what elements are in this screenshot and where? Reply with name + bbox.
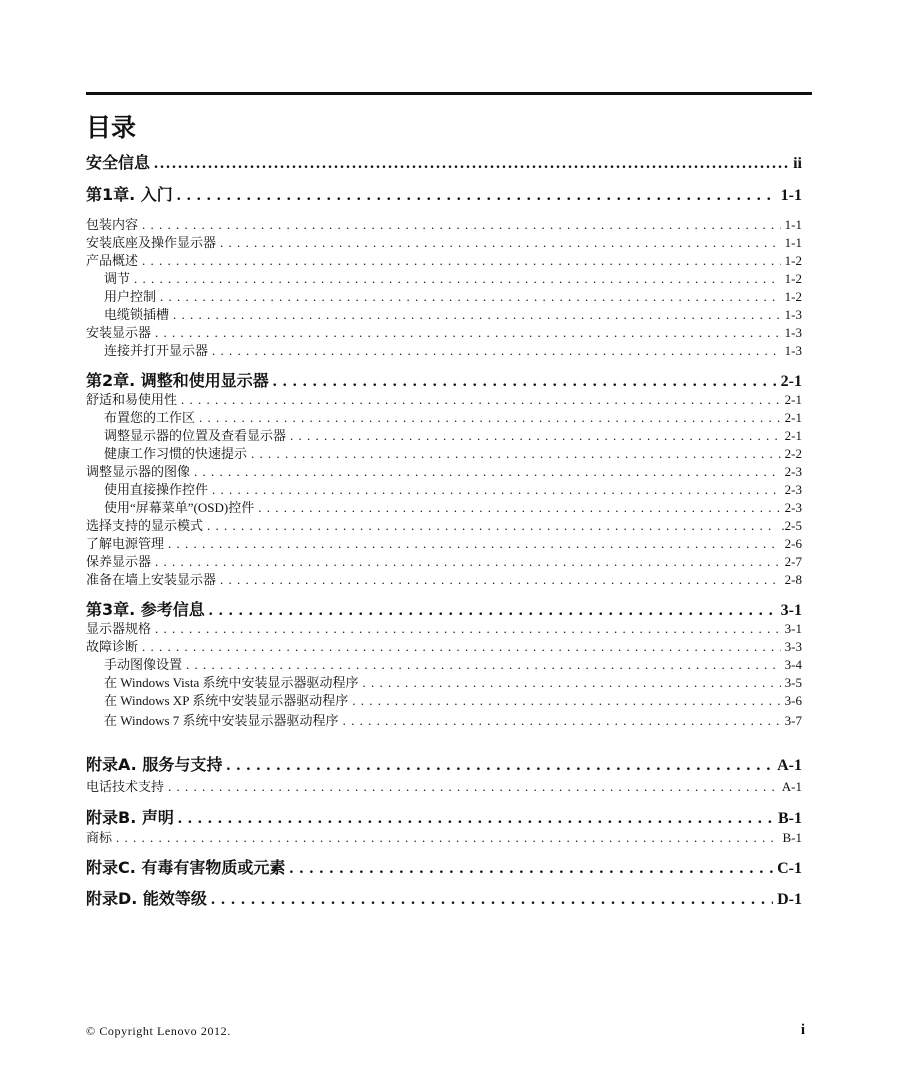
toc-page: 3-4 [784,657,802,672]
toc-label: 第2章. 调整和使用显示器 [86,371,269,390]
toc-page: 2-3 [784,464,802,479]
toc-leader [134,271,781,286]
toc-leader [168,536,781,551]
toc-entry[interactable] [86,690,802,708]
toc-label: 在 Windows XP 系统中安装显示器驱动程序 [104,693,349,708]
toc-label: 布置您的工作区 [104,410,196,425]
toc-page: 2-3 [784,500,802,515]
toc-entry[interactable] [86,425,802,443]
toc-label: 选择支持的显示模式 [86,518,204,533]
toc-entry[interactable] [86,776,802,794]
toc-leader [181,392,781,407]
toc-leader [168,779,778,794]
toc-label: 产品概述 [86,253,139,268]
toc-leader [273,373,777,390]
toc-entry[interactable] [86,618,802,636]
header-rule [86,92,812,95]
toc-entry[interactable] [86,389,802,407]
toc-leader [352,693,780,708]
toc-leader [207,518,777,533]
toc-entry[interactable] [86,515,802,533]
toc-leader [199,410,781,425]
toc-leader [290,428,781,443]
toc-entry[interactable] [86,340,802,358]
toc-entry[interactable] [86,827,802,845]
toc-leader [142,639,781,654]
toc-entry[interactable] [86,250,802,268]
toc-page: 2-3 [784,482,802,497]
toc-label: 安全信息 [86,153,151,172]
toc-leader [212,482,781,497]
toc-leader [116,830,778,845]
toc-page: 3-1 [780,602,802,619]
toc-page: 2-1 [784,428,802,443]
toc-entry[interactable] [86,710,802,728]
toc-label: 健康工作习惯的快速提示 [104,446,248,461]
toc-leader [289,860,773,877]
toc-page: 1-2 [784,289,802,304]
toc-page: 2-1 [780,373,802,390]
toc-label: 附录A. 服务与支持 [86,755,223,774]
page-title: 目录 [86,113,137,142]
toc-page: C-1 [777,860,802,877]
toc-page: 1-3 [784,307,802,322]
toc-entry[interactable] [86,551,802,569]
toc-label: 商标 [86,830,113,845]
toc-leader [177,187,777,204]
toc-page: 1-1 [780,187,802,204]
toc-leader [211,891,773,908]
toc-page: 1-1 [784,217,802,232]
toc-label: 故障诊断 [86,639,139,654]
toc-page: 2-1 [784,410,802,425]
toc-label: 连接并打开显示器 [104,343,209,358]
toc-label: 第1章. 入门 [86,185,173,204]
toc-label: 电缆锁插槽 [104,307,170,322]
toc-entry[interactable] [86,268,802,286]
toc-leader [173,307,781,322]
toc-page: 1-3 [784,325,802,340]
toc-label: 附录B. 声明 [86,808,174,827]
toc-leader [226,757,773,774]
toc-label: 调节 [104,271,131,286]
toc-page: 2-1 [784,392,802,407]
toc-page: 1-2 [784,253,802,268]
toc-label: 了解电源管理 [86,536,165,551]
toc-page: 1-1 [784,235,802,250]
toc-leader [212,343,781,358]
toc-label: 手动图像设置 [104,657,183,672]
toc-entry[interactable] [86,304,802,322]
toc-leader [155,621,781,636]
toc-label: 保养显示器 [86,554,152,569]
toc-appendix-a[interactable] [86,752,802,774]
toc-page: 2-2 [784,446,802,461]
toc-label: 显示器规格 [86,621,152,636]
toc-label: 在 Windows 7 系统中安装显示器驱动程序 [104,713,339,728]
toc-appendix-b[interactable] [86,805,802,827]
toc-safety[interactable] [86,150,802,172]
toc-leader [154,155,789,172]
toc-page: 3-6 [784,693,802,708]
toc-entry[interactable] [86,672,802,690]
toc-label: 第3章. 参考信息 [86,600,205,619]
toc-chapter-1[interactable] [86,182,802,204]
toc-leader [251,446,781,461]
toc-leader [194,464,781,479]
toc-label: 调整显示器的位置及查看显示器 [104,428,287,443]
toc-label: 舒适和易使用性 [86,392,178,407]
footer-copyright: © Copyright Lenovo 2012. [86,1024,231,1038]
toc-entry[interactable] [86,214,802,232]
toc-leader [258,500,780,515]
toc-page: A-1 [777,757,802,774]
toc-page: ii [793,155,802,172]
toc-entry[interactable] [86,654,802,672]
footer-page-number: i [800,1022,805,1038]
toc-entry[interactable] [86,461,802,479]
toc-page: 3-1 [784,621,802,636]
toc-page: 2-6 [784,536,802,551]
toc-entry[interactable] [86,569,802,587]
toc-leader [160,289,781,304]
toc-page: .2-5 [781,518,802,533]
toc-leader [178,810,774,827]
toc-label: 附录D. 能效等级 [86,889,207,908]
toc-label: 调整显示器的图像 [86,464,191,479]
toc-entry[interactable] [86,322,802,340]
toc-page: 3-5 [784,675,802,690]
toc-page: D-1 [777,891,802,908]
toc-label: 安装显示器 [86,325,152,340]
toc-leader [142,253,781,268]
toc-label: 在 Windows Vista 系统中安装显示器驱动程序 [104,675,359,690]
toc-page: 2-8 [784,572,802,587]
toc-entry[interactable] [86,443,802,461]
toc-entry[interactable] [86,407,802,425]
toc-leader [362,675,780,690]
toc-leader [220,572,781,587]
toc-leader [186,657,781,672]
toc-label: 使用直接操作控件 [104,482,209,497]
toc-page: 1-3 [784,343,802,358]
toc-page: 2-7 [784,554,802,569]
toc-label: 准备在墙上安装显示器 [86,572,217,587]
toc-entry[interactable] [86,232,802,250]
toc-chapter-2[interactable] [86,368,802,390]
toc-leader [220,235,781,250]
toc-label: 用户控制 [104,289,157,304]
toc-label: 包装内容 [86,217,139,232]
toc-page: 3-3 [784,639,802,654]
toc-label: 电话技术支持 [86,779,165,794]
toc-page: 1-2 [784,271,802,286]
toc-entry[interactable] [86,497,802,515]
toc-leader [142,217,781,232]
toc-entry[interactable] [86,286,802,304]
toc-leader [209,602,777,619]
toc-chapter-3[interactable] [86,597,802,619]
toc-label: 附录C. 有毒有害物质或元素 [86,858,286,877]
toc-entry[interactable] [86,636,802,654]
toc-page: B-1 [778,810,802,827]
toc-leader [155,325,781,340]
toc-entry[interactable] [86,479,802,497]
toc-leader [155,554,781,569]
toc-label: 使用“屏幕菜单”(OSD)控件 [104,500,255,515]
toc-leader [343,713,781,728]
toc-appendix-c[interactable] [86,855,802,877]
toc-appendix-d[interactable] [86,886,802,908]
toc-page: A-1 [781,779,802,794]
toc-entry[interactable] [86,533,802,551]
toc-label: 安装底座及操作显示器 [86,235,217,250]
toc-page: 3-7 [784,713,802,728]
toc-page: B-1 [782,830,802,845]
